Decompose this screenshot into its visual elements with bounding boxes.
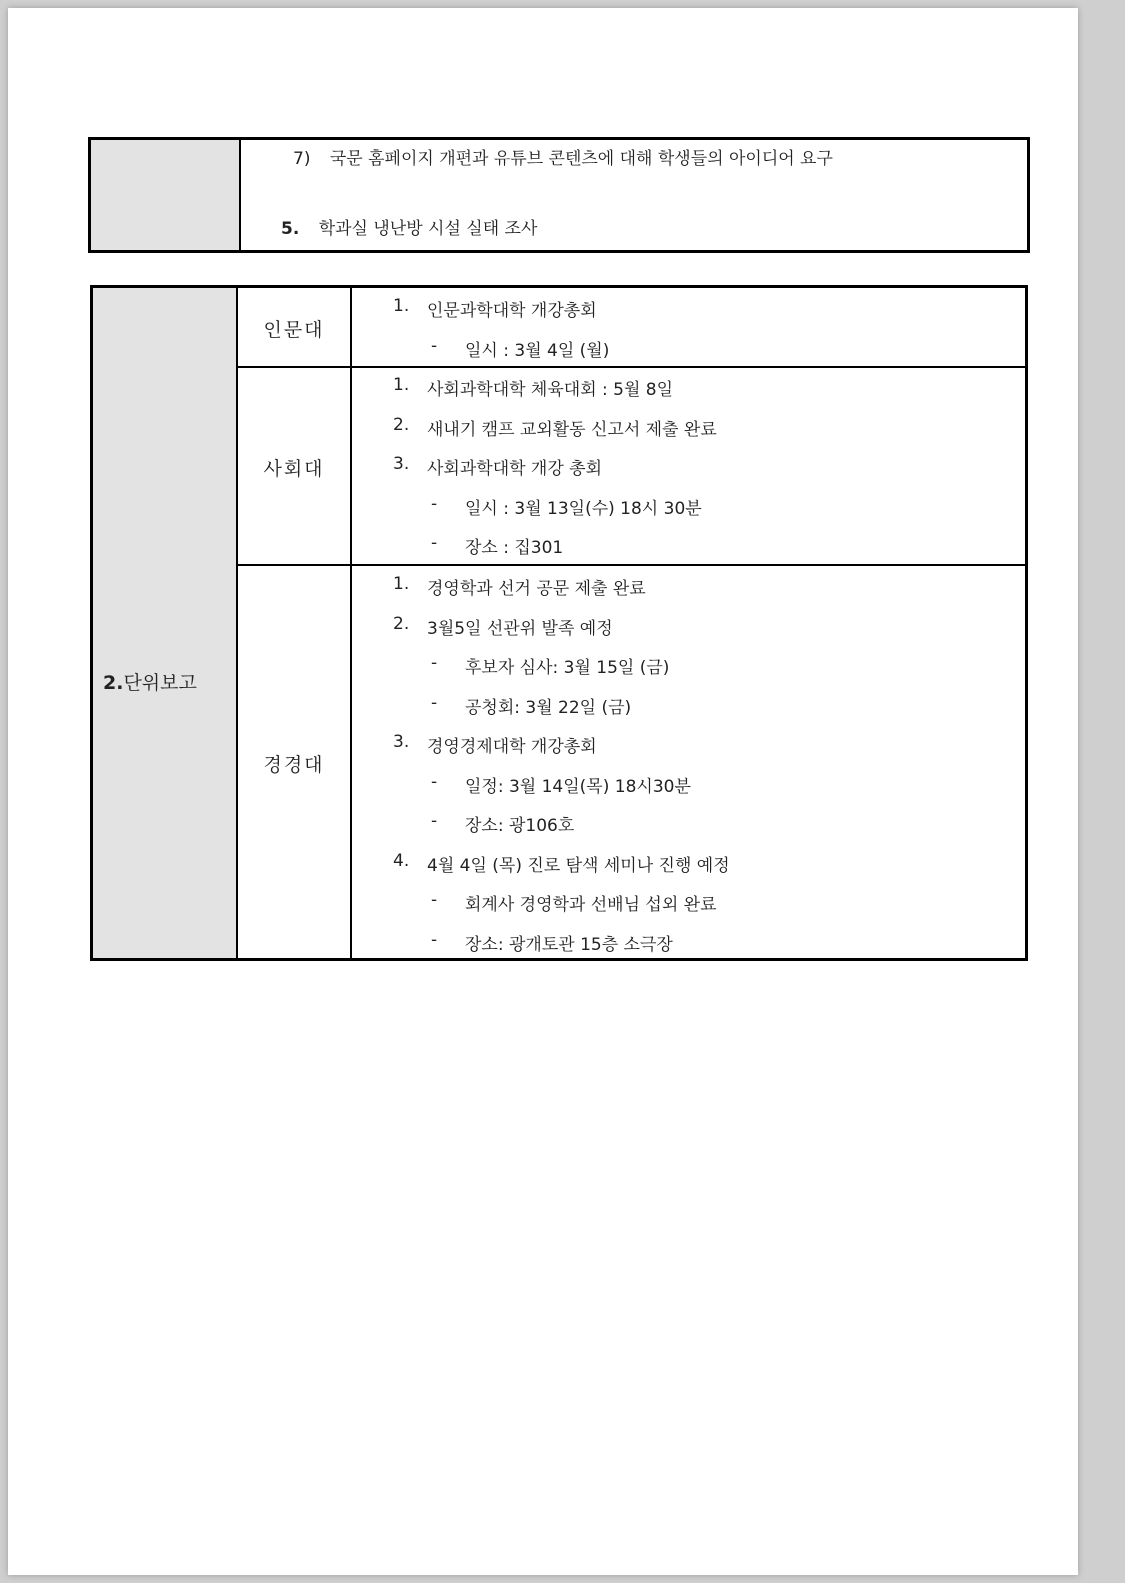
item-number: 3. — [393, 454, 410, 474]
section-title: 단위보고 — [123, 672, 197, 694]
item-text: 3월5일 선관위 발족 예정 — [427, 618, 613, 639]
item-text: 사회과학대학 개강 총회 — [427, 459, 603, 479]
item-text: 일시 : 3월 4일 (월) — [465, 340, 610, 361]
item-text: 국문 홈페이지 개편과 유튜브 콘텐츠에 대해 학생들의 아이디어 요구 — [329, 149, 833, 169]
continuation-table — [88, 137, 1030, 253]
dash-marker: - — [431, 493, 438, 514]
section-number: 2. — [103, 672, 124, 694]
dash-marker: - — [431, 653, 438, 673]
college-name-social: 사회대 — [263, 458, 325, 480]
unit-report-table — [90, 285, 1028, 961]
section-label — [103, 668, 197, 695]
dash-marker: - — [431, 929, 438, 950]
item-number: 7) — [293, 149, 311, 169]
dash-marker: - — [431, 771, 438, 792]
dash-marker: - — [431, 533, 438, 553]
item-text: 경영학과 선거 공문 제출 완료 — [427, 579, 646, 599]
item-text: 학과실 냉난방 시설 실태 조사 — [318, 219, 538, 239]
item-text: 공청회: 3월 22일 (금) — [465, 697, 632, 718]
item-number: 1. — [393, 296, 410, 316]
item-text: 장소 : 집301 — [465, 538, 564, 558]
item-text: 새내기 캠프 교외활동 신고서 제출 완료 — [427, 419, 717, 440]
item-text: 일시 : 3월 13일(수) 18시 30분 — [465, 498, 702, 519]
item-text: 사회과학대학 체육대회 : 5월 8일 — [427, 380, 674, 400]
item-text: 인문과학대학 개강총회 — [427, 301, 597, 321]
document-page — [8, 8, 1078, 1575]
item-text: 회계사 경영학과 선배님 섭외 완료 — [465, 895, 717, 915]
item-text: 4월 4일 (목) 진로 탐색 세미나 진행 예정 — [427, 855, 730, 876]
item-text: 장소: 광개토관 15층 소극장 — [465, 934, 673, 955]
item-text: 장소: 광106호 — [465, 816, 575, 836]
item-number: 1. — [393, 375, 410, 395]
item-text: 경영경제대학 개강총회 — [427, 737, 597, 757]
agenda-item-5 — [281, 214, 537, 239]
item-number: 1. — [393, 574, 410, 594]
row-divider — [238, 564, 1025, 566]
college-name-humanities: 인문대 — [263, 319, 325, 341]
item-number: 3. — [393, 732, 410, 752]
dash-marker: - — [431, 811, 438, 831]
item-text: 후보자 심사: 3월 15일 (금) — [465, 658, 670, 678]
agenda-item-7 — [293, 144, 833, 169]
college-name-business: 경경대 — [263, 754, 325, 776]
item-number: 2. — [393, 414, 410, 435]
dash-marker: - — [431, 890, 438, 910]
row-divider — [238, 366, 1025, 368]
dash-marker: - — [431, 692, 438, 713]
item-number: 5. — [281, 219, 300, 239]
item-number: 4. — [393, 850, 410, 871]
section-cell — [93, 288, 238, 958]
college-column — [238, 288, 352, 958]
item-text: 일정: 3월 14일(목) 18시30분 — [465, 776, 691, 797]
label-cell — [91, 140, 241, 250]
dash-marker: - — [431, 335, 438, 356]
item-number: 2. — [393, 613, 410, 634]
